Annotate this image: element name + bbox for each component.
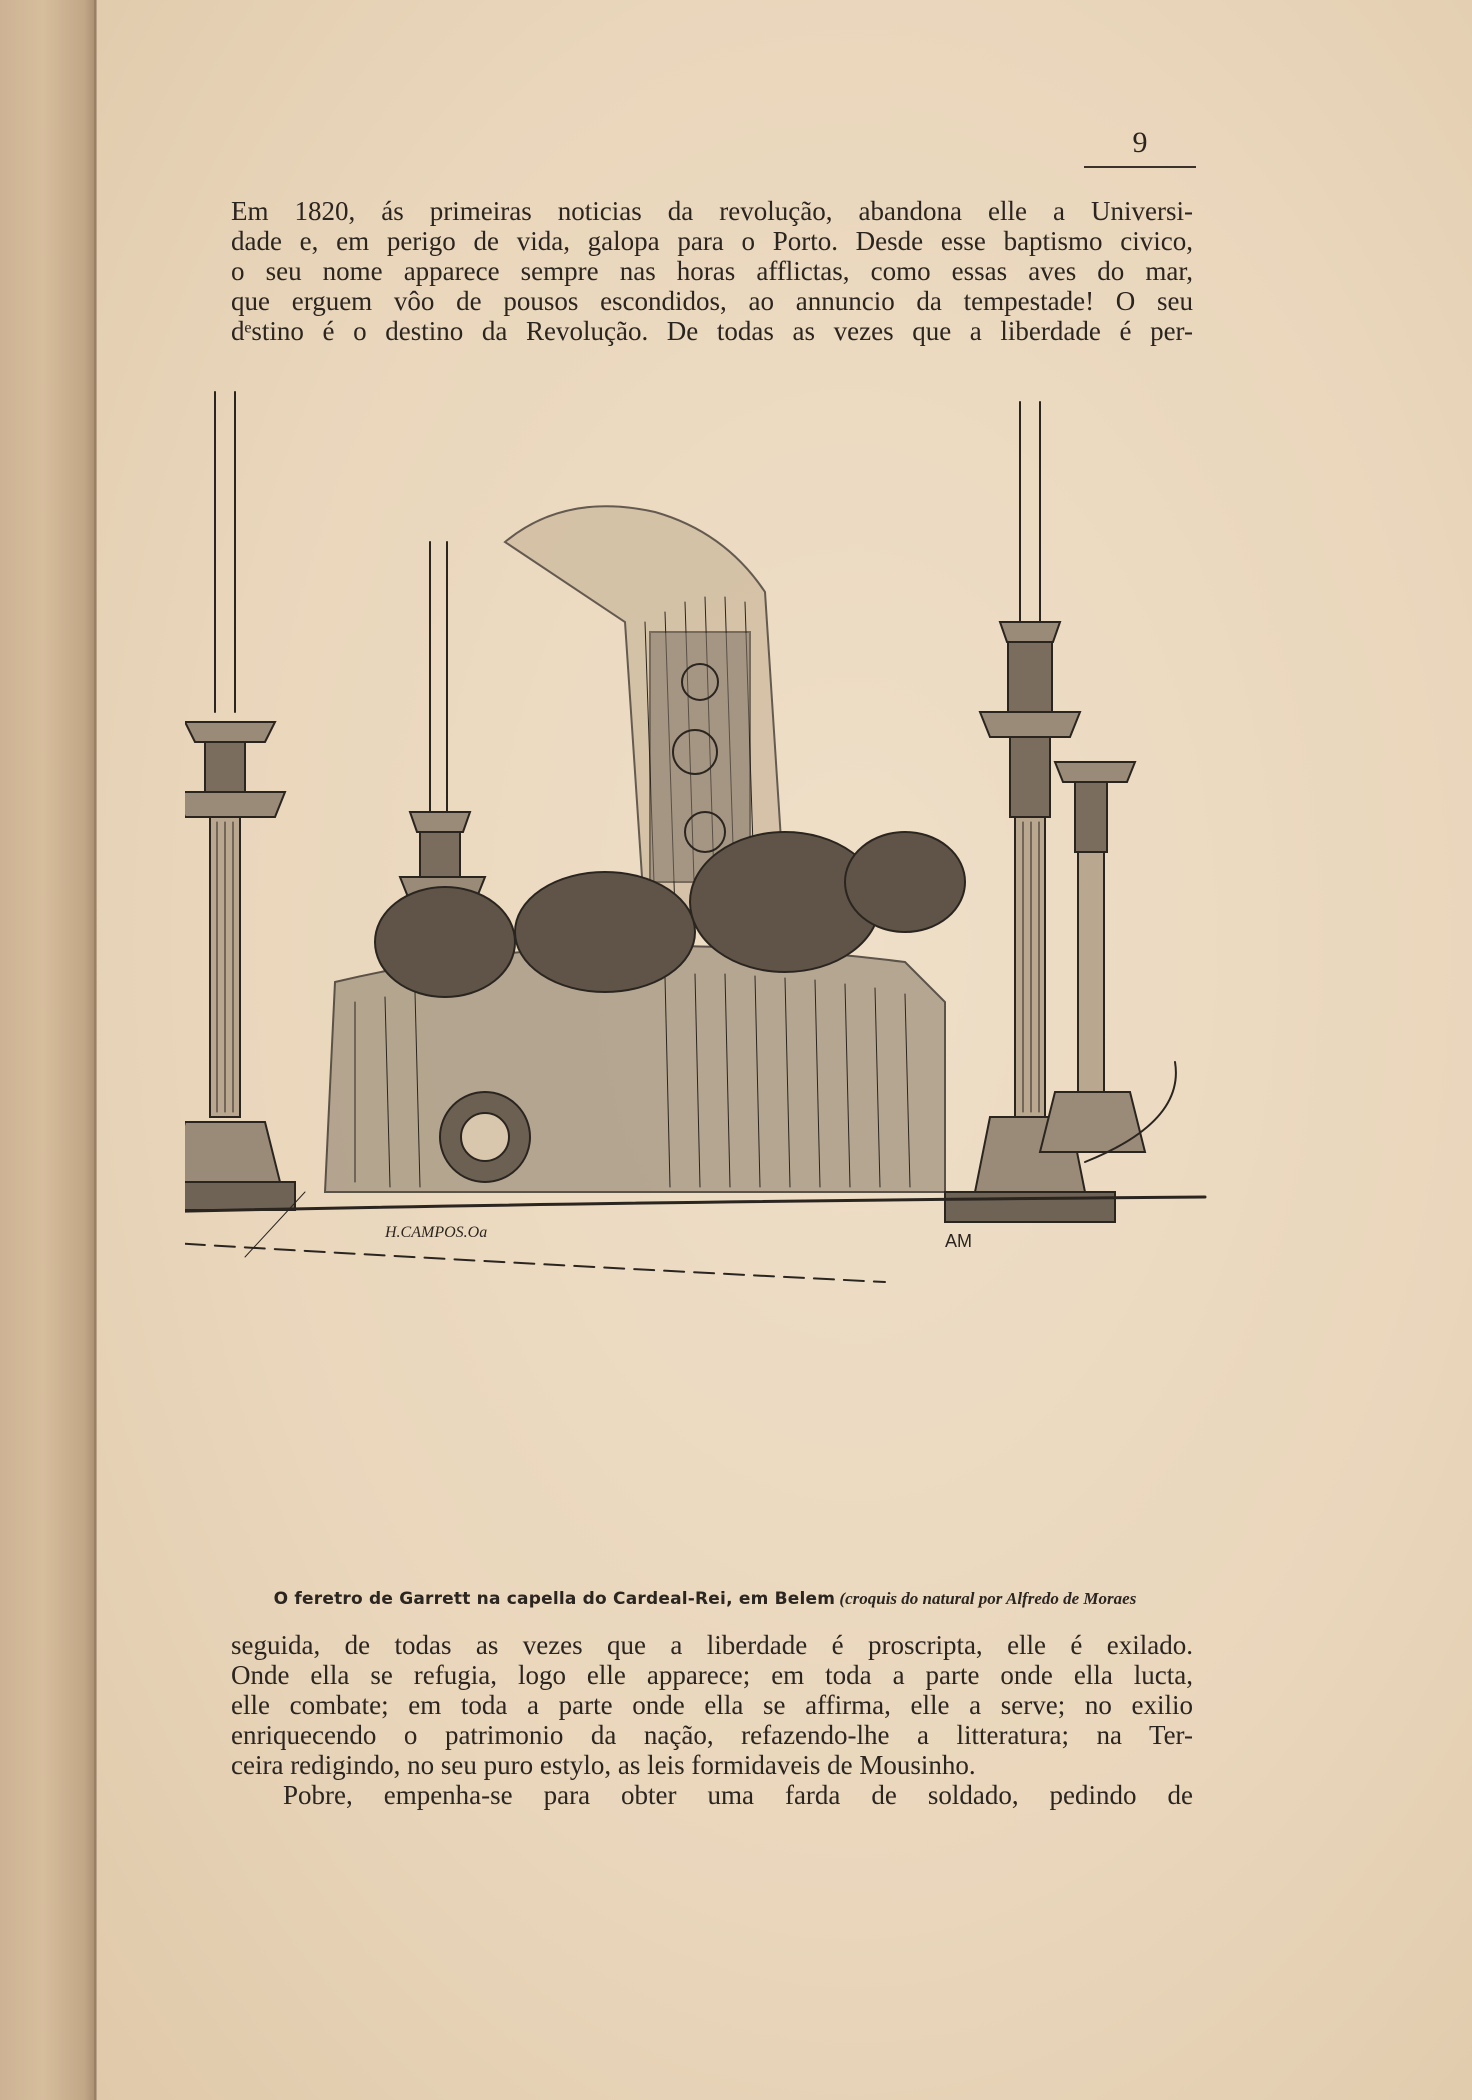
caption-credit: (croquis do natural por Alfredo de Moraes <box>839 1589 1137 1608</box>
artist-monogram: AM <box>945 1231 972 1251</box>
text-line: Em 1820, ás primeiras noticias da revolução, abandona elle a Universi- <box>231 196 1193 226</box>
text-line: dᵉstino é o destino da Revolução. De todas as vezes que a liberdade é per- <box>231 316 1193 346</box>
artist-signature: H.CAMPOS.Oa <box>385 1224 488 1241</box>
text-line: ceira redigindo, no seu puro estylo, as leis formidaveis de Mousinho. <box>231 1750 976 1780</box>
engraving-drawing <box>185 362 1225 1562</box>
paragraph-bottom <box>231 1630 1193 1810</box>
page-gutter <box>0 0 96 2100</box>
coffin-illustration <box>185 362 1225 1562</box>
caption-main: O feretro de Garrett na capella do Cardeal-Rei, em Belem <box>273 1589 836 1609</box>
figure-caption <box>205 1588 1205 1610</box>
paragraph-top <box>231 196 1193 346</box>
text-line: seguida, de todas as vezes que a liberdade é proscripta, elle é exilado. <box>231 1630 1193 1660</box>
left-candlestick <box>185 392 295 1210</box>
text-line: Onde ella se refugia, logo elle apparece; em toda a parte onde ella lucta, <box>231 1660 1193 1690</box>
text-line: Pobre, empenha-se para obter uma farda de soldado, pedindo de <box>283 1780 1193 1810</box>
far-right-candlestick <box>1040 762 1145 1152</box>
page-number: 9 <box>1084 126 1196 168</box>
text-line: que erguem vôo de pousos escondidos, ao annuncio da tempestade! O seu <box>231 286 1193 316</box>
text-line: o seu nome apparece sempre nas horas afflictas, como essas aves do mar, <box>231 256 1193 286</box>
text-line: elle combate; em toda a parte onde ella se affirma, elle a serve; no exilio <box>231 1690 1193 1720</box>
text-line: enriquecendo o patrimonio da nação, refazendo-lhe a litteratura; na Ter- <box>231 1720 1193 1750</box>
text-line: dade e, em perigo de vida, galopa para o Porto. Desde esse baptismo civico, <box>231 226 1193 256</box>
